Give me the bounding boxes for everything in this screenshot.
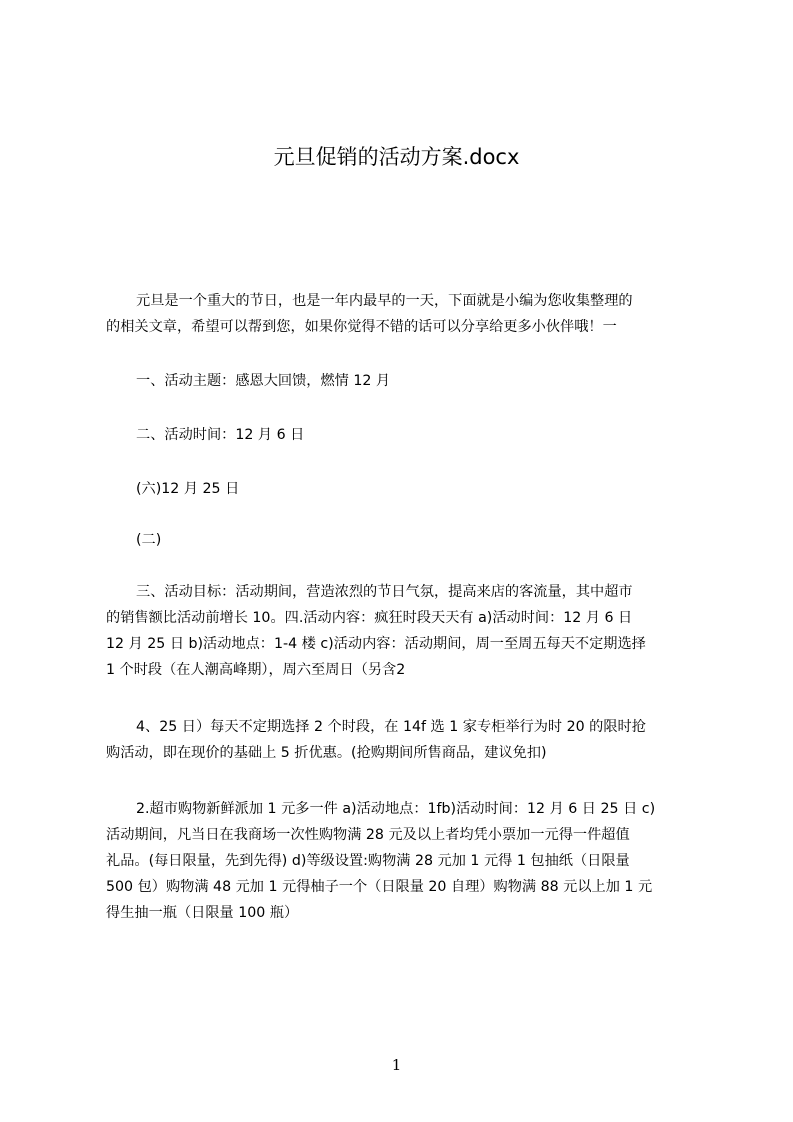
section-supermarket-line-5: 得生抽一瓶（日限量 100 瓶） — [106, 905, 299, 921]
section-goal-line-4: 1 个时段（在人潮高峰期），周六至周日（另含2 — [106, 662, 406, 678]
section-flash-sale-line-1: 4、25 日）每天不定期选择 2 个时段，在 14f 选 1 家专柜举行为时 20 的限时抢 — [136, 719, 646, 735]
section-theme-line: 一、活动主题：感恩大回馈，燃情 12 月 — [136, 373, 391, 389]
document-title: 元旦促销的活动方案.docx — [273, 145, 520, 169]
section-supermarket-line-2: 活动期间，凡当日在我商场一次性购物满 28 元及以上者均凭小票加一元得一件超值 — [106, 827, 630, 843]
section-time — [106, 422, 696, 448]
page-number: 1 — [391, 1056, 402, 1074]
section-date-six — [106, 476, 696, 502]
section-date-six-line: (六)12 月 25 日 — [136, 481, 240, 497]
section-two — [106, 527, 696, 553]
section-supermarket-line-4: 500 包）购物满 48 元加 1 元得柚子一个（日限量 20 自理）购物满 88 元以上加 1 元 — [106, 879, 653, 895]
intro-line-1: 元旦是一个重大的节日，也是一年内最早的一天，下面就是小编为您收集整理的 — [136, 293, 633, 309]
intro-paragraph — [106, 288, 696, 340]
section-goal-line-3: 12 月 25 日 b)活动地点：1-4 楼 c)活动内容：活动期间，周一至周五每天不定期选择 — [106, 636, 646, 652]
section-theme — [106, 368, 696, 394]
section-flash-sale-line-2: 购活动，即在现价的基础上 5 折优惠。(抢购期间所售商品，建议免扣) — [106, 745, 547, 761]
section-supermarket-line-1: 2.超市购物新鲜派加 1 元多一件 a)活动地点：1fb)活动时间：12 月 6 日 25 日 c) — [136, 801, 656, 817]
section-goal — [106, 579, 696, 683]
section-goal-line-2: 的销售额比活动前增长 10。四.活动内容：疯狂时段天天有 a)活动时间：12 月 6 日 — [106, 610, 633, 626]
section-supermarket-line-3: 礼品。(每日限量，先到先得) d)等级设置:购物满 28 元加 1 元得 1 包抽纸（日限量 — [106, 853, 630, 869]
section-time-line: 二、活动时间：12 月 6 日 — [136, 427, 305, 443]
section-flash-sale — [106, 714, 696, 766]
section-goal-line-1: 三、活动目标：活动期间，营造浓烈的节日气氛，提高来店的客流量，其中超市 — [136, 584, 633, 600]
section-supermarket — [106, 796, 696, 926]
intro-line-2: 的相关文章，希望可以帮到您，如果你觉得不错的话可以分享给更多小伙伴哦！一 — [106, 319, 617, 335]
section-two-line: (二) — [136, 532, 162, 548]
